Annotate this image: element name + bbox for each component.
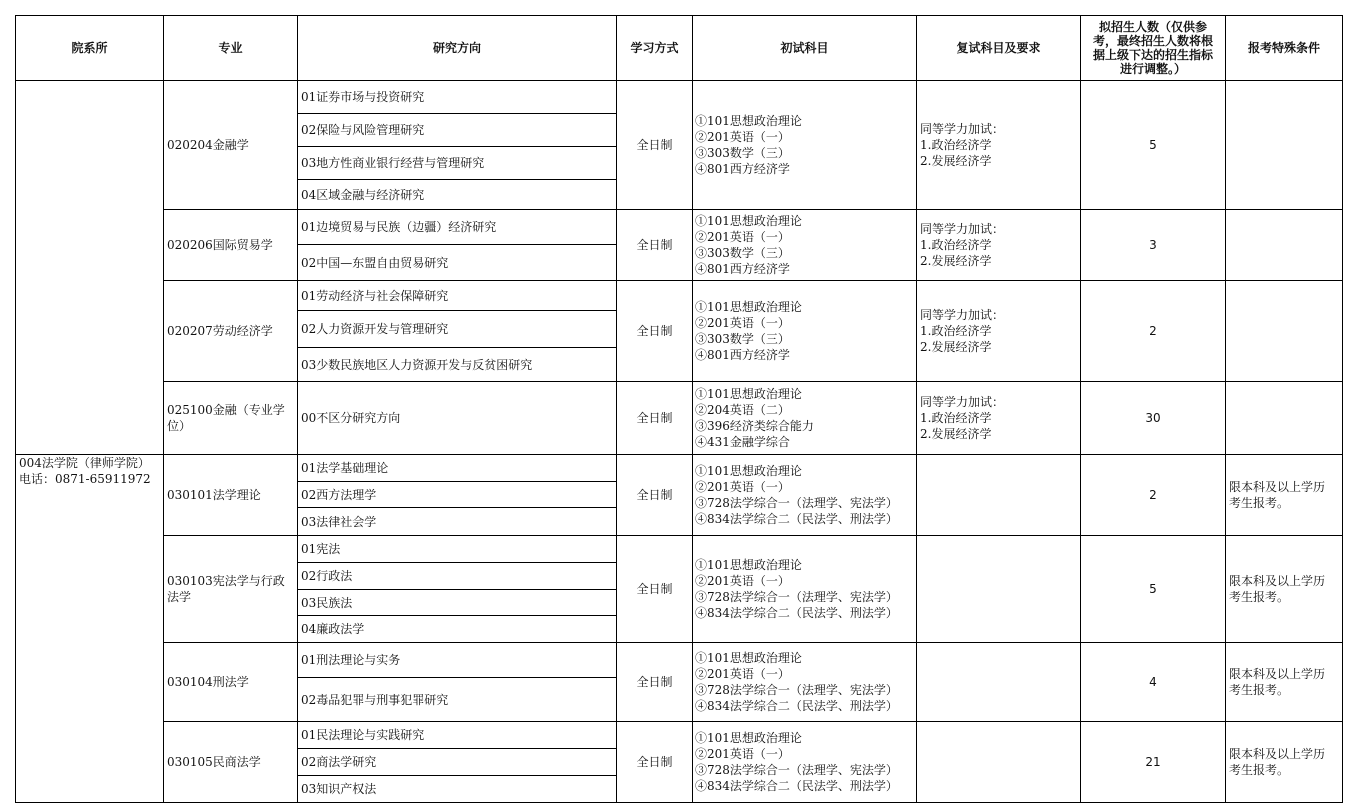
dept-cell-law-school [16,455,164,803]
exam-subject-line: ③728法学综合一（法理学、宪法学） [695,763,898,777]
retest-line: 同等学力加试： [920,122,1005,136]
special-condition-line: 限本科及以上学历 [1229,480,1326,494]
dept-line: 电话：0871-65911972 [19,472,151,486]
direction-item: 01劳动经济与社会保障研究 [298,281,616,311]
exam-subject-line: ①101思想政治理论 [695,114,802,128]
direction-item: 04区域金融与经济研究 [301,187,425,202]
direction-item: 02中国—东盟自由贸易研究 [301,255,449,270]
major-cell: 020207劳动经济学 [164,281,298,382]
retest-line: 同等学力加试： [920,308,1005,322]
admissions-table-sheet [15,15,1342,803]
exam-subject-line: ④834法学综合二（民法学、刑法学） [695,779,898,793]
table-row [16,382,1343,455]
exam-subject-line: ②201英语（一） [695,480,790,494]
retest-cell [917,643,1081,722]
retest-cell [917,81,1081,210]
major-cell: 020204金融学 [164,81,298,210]
exam-subject-line: ②201英语（一） [695,667,790,681]
special-condition-line: 考生报考。 [1229,763,1290,777]
quota-cell: 2 [1081,455,1226,536]
direction-item: 01证券市场与投资研究 [298,81,616,114]
exam-subject-line: ④801西方经济学 [695,348,790,362]
exam-subject-line: ②204英语（二） [695,403,790,417]
header-retest: 复试科目及要求 [917,16,1081,81]
quota-cell: 30 [1081,382,1226,455]
direction-cell [298,722,617,803]
direction-cell [298,81,617,210]
major-cell: 030103宪法学与行政法学 [164,536,298,643]
exam-subject-line: ①101思想政治理论 [695,464,802,478]
retest-line: 1.政治经济学 [920,324,992,338]
table-body [16,81,1343,803]
exam-subject-line: ②201英语（一） [695,230,790,244]
direction-item: 03民族法 [298,590,616,616]
exam-subjects-cell [693,455,917,536]
exam-subject-line: ③728法学综合一（法理学、宪法学） [695,683,898,697]
retest-line: 2.发展经济学 [920,254,992,268]
special-condition-cell [1226,281,1343,382]
special-condition-line: 考生报考。 [1229,683,1290,697]
direction-item: 02行政法 [298,563,616,590]
table-row [16,643,1343,722]
special-condition-cell [1226,722,1343,803]
exam-subjects-cell [693,536,917,643]
retest-line: 同等学力加试： [920,395,1005,409]
direction-item: 01法学基础理论 [298,455,616,482]
admissions-table [15,15,1343,803]
exam-subjects-cell [693,722,917,803]
exam-subject-line: ①101思想政治理论 [695,558,802,572]
direction-item: 01边境贸易与民族（边疆）经济研究 [298,210,616,245]
study-mode-cell: 全日制 [617,536,693,643]
exam-subject-line: ③728法学综合一（法理学、宪法学） [695,496,898,510]
exam-subject-line: ④801西方经济学 [695,162,790,176]
retest-line: 1.政治经济学 [920,238,992,252]
study-mode-cell: 全日制 [617,382,693,455]
table-row [16,81,1343,210]
exam-subjects-cell [693,210,917,281]
exam-subjects-cell [693,643,917,722]
exam-subjects-cell [693,281,917,382]
table-row [16,210,1343,281]
major-cell: 030105民商法学 [164,722,298,803]
exam-subjects-cell [693,81,917,210]
retest-line: 1.政治经济学 [920,411,992,425]
major-cell: 030101法学理论 [164,455,298,536]
retest-line: 1.政治经济学 [920,138,992,152]
retest-cell [917,382,1081,455]
retest-cell [917,536,1081,643]
special-condition-cell [1226,382,1343,455]
direction-item: 03法律社会学 [301,514,377,529]
header-dept: 院系所 [16,16,164,81]
direction-item: 02保险与风险管理研究 [298,114,616,147]
study-mode-cell: 全日制 [617,210,693,281]
header-mode: 学习方式 [617,16,693,81]
dept-line: 004法学院（律师学院） [19,456,150,470]
special-condition-cell [1226,536,1343,643]
retest-line: 同等学力加试： [920,222,1005,236]
special-condition-line: 限本科及以上学历 [1229,574,1326,588]
exam-subject-line: ④801西方经济学 [695,262,790,276]
special-condition-cell [1226,81,1343,210]
exam-subject-line: ①101思想政治理论 [695,300,802,314]
table-row [16,281,1343,382]
exam-subject-line: ②201英语（一） [695,747,790,761]
special-condition-line: 考生报考。 [1229,496,1290,510]
direction-item: 02人力资源开发与管理研究 [298,311,616,348]
retest-cell [917,281,1081,382]
exam-subject-line: ①101思想政治理论 [695,387,802,401]
study-mode-cell: 全日制 [617,643,693,722]
header-direction: 研究方向 [298,16,617,81]
study-mode-cell: 全日制 [617,722,693,803]
direction-item: 03知识产权法 [301,782,377,796]
exam-subject-line: ④834法学综合二（民法学、刑法学） [695,512,898,526]
quota-cell: 5 [1081,81,1226,210]
retest-cell [917,455,1081,536]
direction-cell [298,536,617,643]
header-row [16,16,1343,81]
exam-subject-line: ③303数学（三） [695,146,790,160]
retest-line: 2.发展经济学 [920,427,992,441]
direction-cell [298,455,617,536]
direction-cell [298,382,617,455]
quota-cell: 4 [1081,643,1226,722]
direction-item: 01宪法 [298,536,616,563]
direction-item: 04廉政法学 [301,622,365,636]
study-mode-cell: 全日制 [617,81,693,210]
direction-cell [298,281,617,382]
exam-subject-line: ③303数学（三） [695,332,790,346]
retest-line: 2.发展经济学 [920,340,992,354]
direction-item: 03地方性商业银行经营与管理研究 [298,147,616,180]
quota-cell: 3 [1081,210,1226,281]
direction-item: 02商法学研究 [298,749,616,776]
exam-subject-line: ②201英语（一） [695,574,790,588]
header-quota [1081,16,1226,81]
direction-item: 00不区分研究方向 [301,411,401,425]
exam-subject-line: ①101思想政治理论 [695,214,802,228]
dept-cell-empty [16,81,164,455]
direction-cell [298,643,617,722]
special-condition-line: 限本科及以上学历 [1229,667,1326,681]
header-major: 专业 [164,16,298,81]
quota-cell: 21 [1081,722,1226,803]
exam-subject-line: ④431金融学综合 [695,435,790,449]
exam-subject-line: ②201英语（一） [695,130,790,144]
direction-item: 01刑法理论与实务 [298,643,616,678]
quota-cell: 2 [1081,281,1226,382]
header-quota-line: 拟招生人数（仅供参 [1098,20,1207,34]
special-condition-cell [1226,643,1343,722]
exam-subject-line: ②201英语（一） [695,316,790,330]
exam-subject-line: ③396经济类综合能力 [695,419,814,433]
header-exam: 初试科目 [693,16,917,81]
quota-cell: 5 [1081,536,1226,643]
header-quota-line: 进行调整。） [1119,62,1186,76]
exam-subject-line: ③728法学综合一（法理学、宪法学） [695,590,898,604]
special-condition-line: 限本科及以上学历 [1229,747,1326,761]
major-cell: 030104刑法学 [164,643,298,722]
special-condition-cell [1226,210,1343,281]
direction-cell [298,210,617,281]
exam-subjects-cell [693,382,917,455]
retest-cell [917,722,1081,803]
table-row [16,536,1343,643]
major-cell: 020206国际贸易学 [164,210,298,281]
exam-subject-line: ①101思想政治理论 [695,651,802,665]
direction-item: 02毒品犯罪与刑事犯罪研究 [301,692,449,707]
study-mode-cell: 全日制 [617,281,693,382]
exam-subject-line: ④834法学综合二（民法学、刑法学） [695,606,898,620]
header-special: 报考特殊条件 [1226,16,1343,81]
retest-cell [917,210,1081,281]
exam-subject-line: ④834法学综合二（民法学、刑法学） [695,699,898,713]
exam-subject-line: ③303数学（三） [695,246,790,260]
header-quota-line: 据上级下达的招生指标 [1092,48,1213,62]
study-mode-cell: 全日制 [617,455,693,536]
direction-item: 01民法理论与实践研究 [298,722,616,749]
direction-item: 03少数民族地区人力资源开发与反贫困研究 [301,357,533,372]
table-row [16,722,1343,803]
special-condition-cell [1226,455,1343,536]
retest-line: 2.发展经济学 [920,154,992,168]
header-quota-line: 考，最终招生人数将根 [1092,34,1213,48]
special-condition-line: 考生报考。 [1229,590,1290,604]
direction-item: 02西方法理学 [298,482,616,508]
major-cell: 025100金融（专业学位） [164,382,298,455]
table-row [16,455,1343,536]
exam-subject-line: ①101思想政治理论 [695,731,802,745]
